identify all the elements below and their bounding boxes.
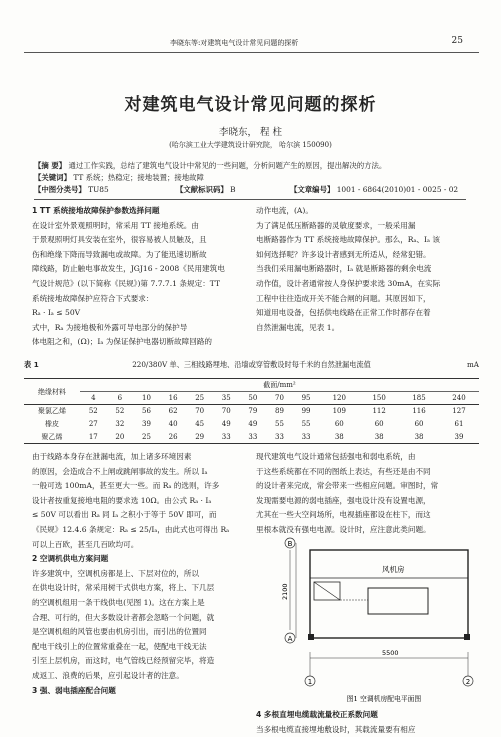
table-cell: 79: [248, 407, 258, 416]
axis-b-label: B: [287, 540, 293, 548]
table-cell: 62: [168, 407, 178, 416]
body-line: 一般可选 100mA，甚至更大一些。而 Rₐ 的选则，许多: [32, 481, 220, 491]
body-line: 工程中往往造成开关不能合闸的问题。其原因如下，: [256, 293, 431, 303]
body-line: 配电干线引上的位置常重叠在一起，使配电干线无法: [32, 641, 207, 651]
table-cell: 17: [88, 432, 98, 441]
body-line: 电断路器作为 TT 系统接地故障保护。那么，Rₐ、Iₐ 该: [256, 235, 440, 245]
column-header: 4: [91, 394, 96, 402]
keywords-row: [34, 172, 204, 183]
column-header: 240: [452, 394, 466, 402]
axis-1-label: 1: [307, 678, 313, 686]
leakage-current-table: [24, 378, 479, 444]
table-cell: 39: [454, 432, 464, 441]
table-cell: 52: [88, 407, 98, 416]
right-column-3: [256, 708, 478, 737]
right-column-1: [256, 204, 478, 335]
row-material: 聚氯乙烯: [38, 407, 66, 416]
table-cell: 33: [274, 432, 284, 441]
group-header-section: 截面/mm²: [80, 379, 479, 392]
table-header-row: [24, 392, 479, 405]
table-cell: 29: [195, 432, 205, 441]
table-cell: 33: [221, 432, 231, 441]
column-header: 6: [117, 394, 123, 402]
column-header: 95: [301, 394, 311, 402]
keywords-label: 【关键词】: [34, 173, 71, 182]
body-line: 于景观照明灯具安装在室外，很容易被人员触及，且: [32, 235, 207, 245]
table-cell: 99: [301, 407, 311, 416]
article-no-label: 【文章编号】: [290, 185, 335, 194]
table-cell: 52: [115, 407, 125, 416]
abstract-label: 【摘 要】: [34, 161, 67, 170]
table-cell: 27: [88, 420, 98, 428]
column-header: 70: [274, 394, 284, 402]
column-header: 185: [412, 394, 426, 402]
right-column-2: [256, 450, 478, 538]
page-number: 25: [451, 36, 463, 46]
affiliation: (哈尔滨工业大学建筑设计研究院， 哈尔滨 150090): [169, 141, 332, 149]
clc-value: TU85: [88, 185, 109, 194]
column-header: 10: [142, 394, 151, 402]
column-header: 35: [221, 394, 231, 402]
keywords-text: TT 系统；热稳定；接地装置；接地故障: [73, 173, 204, 182]
table-row: [24, 418, 479, 431]
body-line: 在供电设计时，常采用树干式供电方案，将上、下几层: [32, 583, 215, 593]
table-cell: 60: [414, 420, 424, 428]
row-material: 聚乙烯: [41, 432, 63, 441]
section-heading: 1 TT 系统接地故障保护参数选择问题: [32, 206, 160, 215]
figure-caption: 图1 空调机房配电平面图: [346, 695, 422, 703]
table-cell: 38: [334, 432, 344, 441]
table-cell: 127: [452, 407, 466, 416]
body-line: ≤ 50V 可以看出 Rₐ 同 Iₐ 之积小于等于 50V 即可，而: [32, 510, 217, 520]
table-cell: 70: [221, 407, 231, 416]
body-line: 伤和绝缘下降而导致漏电或故障。为了能迅速切断故: [32, 249, 207, 259]
meta-rule: [34, 199, 466, 200]
abstract-row: [34, 160, 386, 171]
axis-a-label: A: [287, 635, 293, 643]
column-header: 16: [168, 394, 178, 402]
section-heading: 2 空调机供电方案问题: [32, 554, 109, 564]
table-cell: 40: [168, 420, 178, 428]
table-label: 表 1: [24, 360, 39, 369]
dim-height-label: 2100: [281, 583, 289, 600]
table-row: [24, 431, 479, 444]
body-line: 当我们采用漏电断路器时，Iₐ 就是断路器的剩余电流: [256, 264, 432, 274]
table-cell: 56: [142, 407, 151, 416]
body-line: 设计者按重复接地电阻的要求选 10Ω。由公式 Rₐ · Iₐ: [32, 495, 212, 505]
table-cell: 112: [372, 407, 386, 416]
table-cell: 49: [248, 420, 258, 428]
table-cell: 33: [301, 432, 311, 441]
table-cell: 25: [142, 432, 151, 441]
axis-2-label: 2: [465, 678, 471, 686]
running-title: 李晓东等:对建筑电气设计常见问题的探析: [170, 39, 299, 47]
body-line: 尤其在一些大空间场所，电视插座都设在柱下，而这: [256, 510, 431, 520]
left-column-2: [32, 450, 246, 698]
table-cell: 32: [115, 420, 125, 428]
body-line: 发现需要电源的弱电插座，强电设计没有设置电源，: [256, 495, 431, 505]
body-line: 的原因，会造成合不上闸或跳闸事故的发生。所以 Iₐ: [32, 466, 208, 476]
table-cell: 60: [334, 420, 344, 428]
column-header: 50: [248, 394, 258, 402]
section-heading: 4 多根直埋电缆载流量校正系数问题: [256, 710, 378, 719]
table-unit: mA: [466, 360, 479, 369]
table-cell: 39: [142, 420, 151, 428]
body-line: 合理、可行的，但大多数设计者都会忽略一个问题，就: [32, 612, 215, 622]
body-line: 动作电流，(A)。: [256, 206, 313, 215]
body-line: 如何选择呢？许多设计者感到无所适从，经常犯错。: [256, 249, 431, 259]
body-line: 是空调机组的风管也要由机房引出，而引出的位置同: [32, 627, 207, 637]
table-cell: 109: [332, 407, 346, 416]
abstract-text: 通过工作实践，总结了建筑电气设计中常见的一些问题，分析问题产生的原因，提出解决的方法。: [68, 161, 387, 170]
clc-label: 【中图分类号】: [34, 185, 86, 194]
table-cell: 70: [195, 407, 205, 416]
table-cell: 89: [274, 407, 284, 416]
table-cell: 116: [412, 407, 426, 416]
body-line: 可以上百欧，甚至几百欧均可。: [32, 539, 139, 549]
body-line: 《民规》12.4.6 条规定：Rₐ ≤ 25/Iₐ，由此式也可得出 Rₐ: [32, 524, 230, 534]
article-no-value: 1001 - 6864(2010)01 - 0025 - 02: [336, 185, 459, 194]
body-line: 由于线路本身存在泄漏电流，加上诸多环境因素: [32, 452, 192, 461]
table-cell: 20: [115, 432, 125, 441]
body-line: 自然泄漏电流，见表 1。: [256, 322, 340, 332]
table-cell: 38: [374, 432, 384, 441]
article-title: 对建筑电气设计常见问题的探析: [124, 95, 377, 115]
dim-length-label: 5500: [382, 649, 399, 657]
table-cell: 55: [301, 420, 311, 428]
room-outline: [310, 550, 468, 638]
classification-row: [34, 184, 474, 195]
body-line: 引至上层机房，而这时，电气管线已经预留完毕，将造: [32, 656, 215, 666]
body-line: 在设计室外景观照明时，常采用 TT 接地系统。由: [32, 220, 199, 230]
header-rule: [24, 52, 479, 53]
table-cell: 26: [168, 432, 178, 441]
body-line: 系统接地故障保护应符合下式要求：: [32, 293, 154, 303]
figure-1-floorplan: [258, 530, 480, 737]
row-material: 橡皮: [45, 420, 59, 428]
body-line: 里根本就没有强电电源。设计时，应注意此类问题。: [256, 524, 431, 534]
column-header: 25: [195, 394, 205, 402]
body-line: Rₐ · Iₐ ≤ 50V: [32, 308, 81, 318]
body-line: 障线路，防止触电事故发生，JGJ16 - 2008《民用建筑电: [32, 264, 225, 274]
column-header: 150: [372, 394, 386, 402]
table-row: [24, 405, 479, 418]
table-cell: 61: [454, 420, 464, 428]
body-line: 体电阻之和，(Ω)；Iₐ 为保证保护电器切断故障回路的: [32, 337, 213, 347]
body-line: 为了满足低压断路器的灵敏度要求，一般采用漏: [256, 220, 416, 230]
table-caption-text: 220/380V 单、三相线路埋地、沿墙或穿管敷设时每千米的自然泄漏电流值: [132, 360, 371, 369]
authors: 李晓东， 程 柱: [218, 127, 283, 138]
row-header-material: 绝缘材料: [38, 387, 66, 396]
table-cell: 55: [274, 420, 284, 428]
body-line: 动作值，设计者通常按人身保护要求选 30mA，在实际: [256, 278, 441, 288]
body-line: 成返工、浪费的后果，应引起设计者的注意。: [32, 670, 184, 680]
body-line: 式中，Rₐ 为接地极和外露可导电部分的保护导: [32, 322, 188, 332]
table-cell: 45: [195, 420, 205, 428]
column-header: 120: [332, 394, 346, 402]
doc-code-label: 【文献标识码】: [176, 185, 228, 194]
body-line: 于这些系统都在不同的图纸上表达，有些还是由不同: [256, 466, 431, 476]
body-line: 气设计规范》(以下简称《民规》)第 7.7.7.1 条规定：TT: [32, 278, 221, 288]
body-line: 的空调机组用一条干线供电(见图 1)。这在方案上是: [32, 597, 205, 607]
section-heading: 3 强、弱电插座配合问题: [32, 685, 116, 695]
room-label: 风机房: [382, 565, 405, 574]
body-line: 许多建筑中，空调机房都是上、下层对位的，所以: [32, 568, 200, 578]
doc-code-value: B: [230, 185, 236, 194]
body-line: 知道用电设备，包括供电线路在正常工作时都存在着: [256, 308, 431, 318]
table-cell: 60: [374, 420, 384, 428]
left-column-1: [32, 204, 246, 350]
body-line: 现代建筑电气设计通常包括强电和弱电系统，由: [256, 452, 416, 461]
fan-unit: [368, 588, 428, 614]
body-line: 的设计者来完成，常会带来一些相应问题。审图时，常: [256, 481, 439, 491]
table-cell: 38: [414, 432, 424, 441]
table-cell: 33: [248, 432, 258, 441]
body-line: 当多根电缆直接埋地敷设时，其载流量要有相应: [256, 724, 416, 734]
table-cell: 49: [221, 420, 231, 428]
